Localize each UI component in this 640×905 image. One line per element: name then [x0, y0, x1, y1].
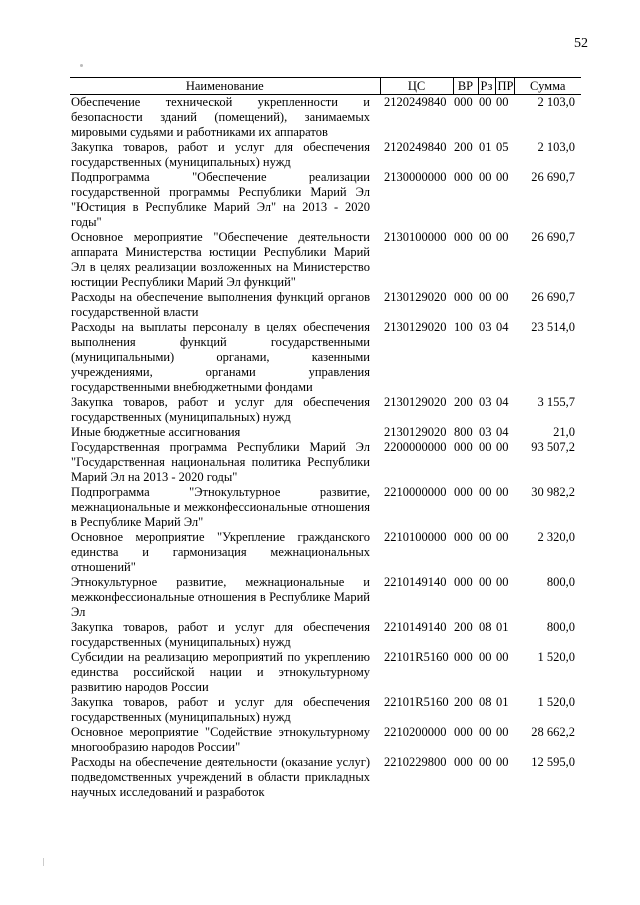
row-name: Закупка товаров, работ и услуг для обеспечения государственных (муниципальных) нужд: [71, 620, 370, 649]
row-name: Подпрограмма "Обеспечение реализации государственной программы Республики Марий Эл "Юстиция в Республике Марий Эл" на 2013 - 2020 годы": [71, 170, 370, 229]
row-cs: 2210149140: [384, 575, 447, 589]
row-rz: 03: [479, 425, 492, 439]
table-row: [70, 320, 581, 395]
row-rz: 00: [479, 575, 492, 589]
row-rz: 00: [479, 485, 492, 499]
row-vr: 000: [454, 485, 473, 499]
row-sum: 1 520,0: [537, 695, 575, 709]
table-body: [70, 95, 581, 801]
row-vr: 200: [454, 695, 473, 709]
row-sum: 1 520,0: [537, 650, 575, 664]
row-pr: 00: [496, 440, 509, 454]
row-pr: 00: [496, 290, 509, 304]
row-vr: 000: [454, 170, 473, 184]
row-vr: 000: [454, 725, 473, 739]
row-rz: 00: [479, 230, 492, 244]
row-cs: 22101R5160: [384, 695, 449, 709]
row-cs: 2130129020: [384, 290, 447, 304]
row-sum: 93 507,2: [531, 440, 575, 454]
table-row: [70, 695, 581, 725]
row-cs: 2210229800: [384, 755, 447, 769]
row-rz: 00: [479, 650, 492, 664]
row-name: Основное мероприятие "Обеспечение деятельности аппарата Министерства юстиции Республики Марий Эл в целях реализации возложенных на Министерство юстиции Республики Марий Эл функций": [71, 230, 370, 289]
row-rz: 00: [479, 530, 492, 544]
row-pr: 04: [496, 320, 509, 334]
row-sum: 12 595,0: [531, 755, 575, 769]
row-rz: 00: [479, 290, 492, 304]
row-cs: 2130129020: [384, 320, 447, 334]
row-cs: 2210000000: [384, 485, 447, 499]
row-rz: 00: [479, 95, 492, 109]
row-sum: 26 690,7: [531, 290, 575, 304]
row-vr: 800: [454, 425, 473, 439]
budget-table: [70, 77, 581, 800]
row-sum: 26 690,7: [531, 230, 575, 244]
row-pr: 00: [496, 725, 509, 739]
table-row: [70, 575, 581, 620]
row-vr: 100: [454, 320, 473, 334]
row-sum: 800,0: [546, 620, 575, 634]
row-cs: 2200000000: [384, 440, 447, 454]
row-name: Основное мероприятие "Укрепление гражданского единства и гармонизация межнациональных отношений": [71, 530, 370, 574]
row-pr: 00: [496, 230, 509, 244]
row-rz: 00: [479, 725, 492, 739]
row-cs: 2130129020: [384, 395, 447, 409]
row-cs: 2120249840: [384, 140, 447, 154]
row-cs: 2210100000: [384, 530, 447, 544]
row-cs: 22101R5160: [384, 650, 449, 664]
row-rz: 03: [479, 395, 492, 409]
table-row: [70, 650, 581, 695]
row-sum: 23 514,0: [531, 320, 575, 334]
table-row: [70, 140, 581, 170]
row-sum: 28 662,2: [531, 725, 575, 739]
header-name: Наименование: [70, 78, 380, 95]
table-row: [70, 530, 581, 575]
row-name: Основное мероприятие "Содействие этнокультурному многообразию народов России": [71, 725, 370, 754]
row-name: Расходы на выплаты персоналу в целях обеспечения выполнения функций государственными (муниципальными) органами, казенными учреждениями, органами управления государственными внебюджетными фондами: [71, 320, 370, 394]
row-name: Закупка товаров, работ и услуг для обеспечения государственных (муниципальных) нужд: [71, 140, 370, 169]
row-name: Подпрограмма "Этнокультурное развитие, межнациональные и межконфессиональные отношения в Республике Марий Эл": [71, 485, 370, 529]
header-cs: ЦС: [380, 78, 453, 95]
table-row: [70, 440, 581, 485]
table-row: [70, 725, 581, 755]
row-name: Этнокультурное развитие, межнациональные и межконфессиональные отношения в Республике Марий Эл: [71, 575, 370, 619]
row-name: Государственная программа Республики Марий Эл "Государственная национальная политика Республики Марий Эл на 2013 - 2020 годы": [71, 440, 370, 484]
header-sum: Сумма: [514, 78, 581, 95]
row-vr: 200: [454, 140, 473, 154]
row-vr: 000: [454, 755, 473, 769]
row-rz: 00: [479, 170, 492, 184]
row-cs: 2120249840: [384, 95, 447, 109]
row-sum: 3 155,7: [537, 395, 575, 409]
row-rz: 08: [479, 695, 492, 709]
row-sum: 2 320,0: [537, 530, 575, 544]
row-sum: 2 103,0: [537, 140, 575, 154]
row-vr: 000: [454, 290, 473, 304]
row-sum: 26 690,7: [531, 170, 575, 184]
row-name: Закупка товаров, работ и услуг для обеспечения государственных (муниципальных) нужд: [71, 395, 370, 424]
row-cs: 2130129020: [384, 425, 447, 439]
row-sum: 2 103,0: [537, 95, 575, 109]
row-vr: 000: [454, 440, 473, 454]
row-pr: 00: [496, 650, 509, 664]
row-rz: 03: [479, 320, 492, 334]
scan-artifact: [80, 64, 83, 67]
row-pr: 00: [496, 575, 509, 589]
row-pr: 04: [496, 395, 509, 409]
row-cs: 2130000000: [384, 170, 447, 184]
row-sum: 800,0: [546, 575, 575, 589]
page-number: 52: [574, 36, 588, 51]
scan-artifact: [43, 858, 44, 866]
row-pr: 00: [496, 95, 509, 109]
row-vr: 000: [454, 530, 473, 544]
row-pr: 00: [496, 755, 509, 769]
table-row: [70, 290, 581, 320]
table-row: [70, 425, 581, 440]
row-pr: 00: [496, 485, 509, 499]
row-cs: 2210149140: [384, 620, 447, 634]
table-row: [70, 170, 581, 230]
row-sum: 21,0: [553, 425, 575, 439]
table-header: [70, 78, 581, 95]
row-vr: 000: [454, 650, 473, 664]
row-vr: 000: [454, 575, 473, 589]
row-vr: 000: [454, 230, 473, 244]
row-pr: 05: [496, 140, 509, 154]
row-name: Обеспечение технической укрепленности и безопасности зданий (помещений), занимаемых мировыми судьями и работниками их аппаратов: [71, 95, 370, 139]
row-rz: 00: [479, 440, 492, 454]
table-row: [70, 620, 581, 650]
row-vr: 200: [454, 620, 473, 634]
row-cs: 2130100000: [384, 230, 447, 244]
row-name: Закупка товаров, работ и услуг для обеспечения государственных (муниципальных) нужд: [71, 695, 370, 724]
row-cs: 2210200000: [384, 725, 447, 739]
table-row: [70, 395, 581, 425]
row-name: Субсидии на реализацию мероприятий по укреплению единства российской нации и этнокультурному развитию народов России: [71, 650, 370, 694]
header-pr: ПР: [495, 78, 514, 95]
row-name: Иные бюджетные ассигнования: [71, 425, 241, 439]
row-sum: 30 982,2: [531, 485, 575, 499]
row-pr: 01: [496, 620, 509, 634]
row-pr: 00: [496, 170, 509, 184]
row-pr: 01: [496, 695, 509, 709]
row-vr: 000: [454, 95, 473, 109]
table-row: [70, 230, 581, 290]
row-vr: 200: [454, 395, 473, 409]
table-row: [70, 755, 581, 800]
table-row: [70, 485, 581, 530]
row-rz: 08: [479, 620, 492, 634]
header-rz: Рз: [478, 78, 495, 95]
row-rz: 01: [479, 140, 492, 154]
row-pr: 00: [496, 530, 509, 544]
row-pr: 04: [496, 425, 509, 439]
row-rz: 00: [479, 755, 492, 769]
row-name: Расходы на обеспечение выполнения функций органов государственной власти: [71, 290, 370, 319]
header-vr: ВР: [453, 78, 478, 95]
row-name: Расходы на обеспечение деятельности (оказание услуг) подведомственных учреждений в области прикладных научных исследований и разработок: [71, 755, 370, 799]
table-row: [70, 95, 581, 141]
